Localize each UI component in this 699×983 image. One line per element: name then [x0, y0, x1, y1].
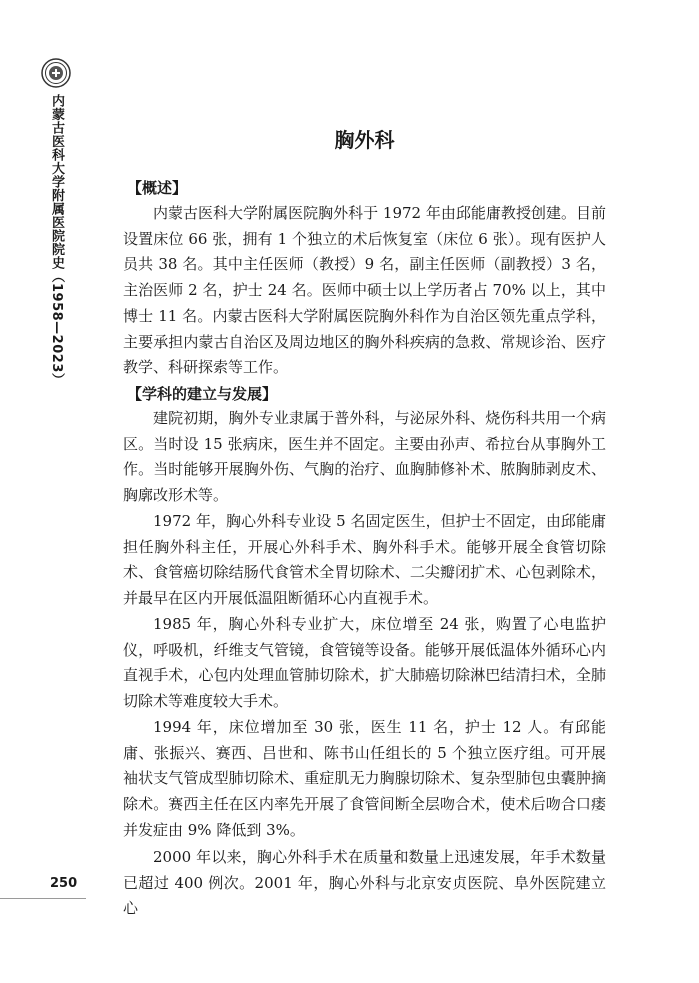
page-number: 250 [50, 876, 78, 891]
development-paragraph: 1985 年，胸心外科专业扩大，床位增至 24 张，购置了心电监护仪，呼吸机，纤维支气管镜，食管镜等设备。能够开展低温体外循环心内直视手术，心包内处理血管肺切除术，扩大肺癌切除淋巴结清扫术，全肺切除术等难度较大手术。 [123, 615, 606, 711]
page-margin [0, 0, 86, 983]
section-heading-overview: 【概述】 [127, 179, 188, 197]
hospital-emblem-icon [41, 58, 71, 88]
chapter-title: 胸外科 [334, 128, 395, 152]
section-heading-development: 【学科的建立与发展】 [127, 385, 278, 403]
development-paragraph: 1972 年，胸心外科专业设 5 名固定医生，但护士不固定，由邱能庸担任胸外科主任，开展心外科手术、胸外科手术。能够开展全食管切除术、食管癌切除结肠代食管术全胃切除术、二尖瓣闭扩术、心包剥除术，并最早在区内开展低温阻断循环心内直视手术。 [123, 512, 606, 608]
footer-rule [0, 898, 86, 899]
book-title: 内蒙古医科大学附属医院院史（1958—2023） [49, 94, 64, 387]
development-paragraph: 1994 年，床位增加至 30 张，医生 11 名，护士 12 人。有邱能庸、张振兴、赛西、吕世和、陈书山任组长的 5 个独立医疗组。可开展袖状支气管成型肺切除术、重症肌无力胸腺切除术、复杂型肺包虫囊肿摘除术。赛西主任在区内率先开展了食管间断全层吻合术，使术后吻合口瘘并发症由 9% 降低到 3%。 [123, 718, 606, 839]
development-paragraph: 建院初期，胸外专业隶属于普外科，与泌尿外科、烧伤科共用一个病区。当时设 15 张病床，医生并不固定。主要由孙声、希拉台从事胸外工作。当时能够开展胸外伤、气胸的治疗、血胸肺修补术、脓胸肺剥皮术、胸廓改形术等。 [123, 409, 606, 505]
overview-paragraph: 内蒙古医科大学附属医院胸外科于 1972 年由邱能庸教授创建。目前设置床位 66 张，拥有 1 个独立的术后恢复室（床位 6 张）。现有医护人员共 38 名。其中主任医师（教授）9 名，副主任医师（副教授）3 名，主治医师 2 名，护士 24 名。医师中硕士以上学历者占 70% 以上，其中博士 11 名。内蒙古医科大学附属医院胸外科作为自治区领先重点学科，主要承担内蒙古自治区及周边地区的胸外科疾病的急救、常规诊治、医疗教学、科研探索等工作。 [123, 204, 606, 377]
development-paragraph: 2000 年以来，胸心外科手术在质量和数量上迅速发展，年手术数量已超过 400 例次。2001 年，胸心外科与北京安贞医院、阜外医院建立心 [123, 848, 606, 918]
